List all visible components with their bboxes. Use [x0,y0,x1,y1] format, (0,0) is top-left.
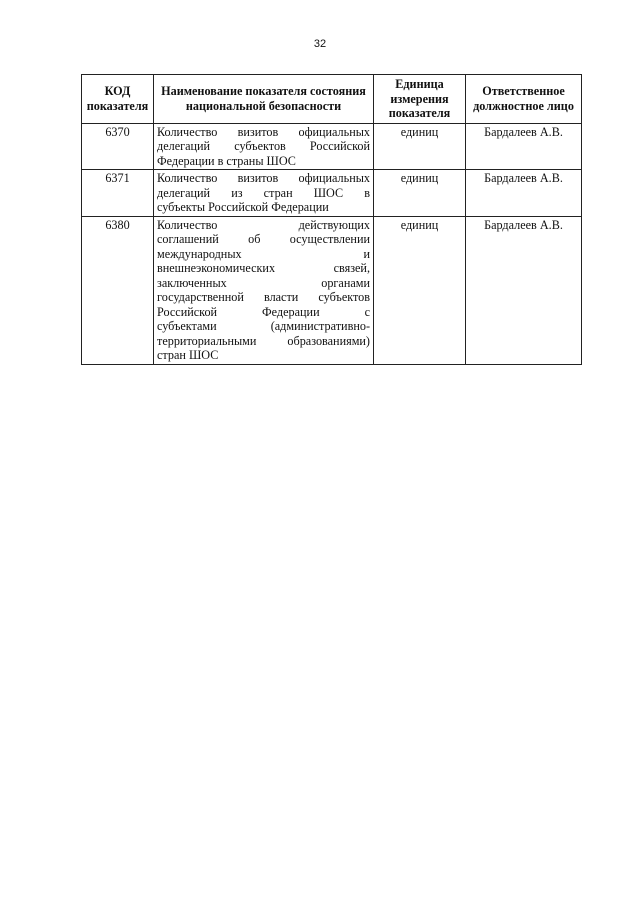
row-name-line: Количество действующих [157,217,370,232]
table-row [82,216,582,364]
row-name-line: субъекты Российской Федерации [157,200,329,214]
row-unit: единиц [374,216,466,364]
row-name-line: Количество визитов официальных [157,124,370,139]
header-code: КОД показателя [82,75,154,124]
row-name-line: стран ШОС [157,348,219,362]
table-row [82,123,582,170]
table-header-row [82,75,582,124]
table-row [82,170,582,217]
header-responsible: Ответственное должностное лицо [466,75,582,124]
row-name-line: Количество визитов официальных [157,171,370,185]
row-name-line: делегаций из стран ШОС в [157,185,370,200]
row-name-line: территориальными образованиями) [157,333,370,348]
row-code: 6380 [82,216,154,364]
page-number: 32 [313,38,327,50]
row-name [154,170,374,217]
row-name-line: государственной власти субъектов [157,290,370,304]
row-code: 6370 [82,123,154,170]
header-unit: Единица измерения показателя [374,75,466,124]
row-responsible: Бардалеев А.В. [466,123,582,170]
row-code: 6371 [82,170,154,217]
row-name-line: Федерации в страны ШОС [157,153,296,168]
row-responsible: Бардалеев А.В. [466,216,582,364]
row-name-line: международных и [157,246,370,261]
row-name [154,216,374,364]
row-responsible: Бардалеев А.В. [466,170,582,217]
row-unit: единиц [374,170,466,217]
indicators-table [81,74,582,365]
row-name-line: Российской Федерации с [157,304,370,319]
header-name: Наименование показателя состояния национальной безопасности [154,75,374,124]
row-name [154,123,374,170]
row-unit: единиц [374,123,466,170]
row-name-line: заключенных органами [157,275,370,290]
row-name-line: делегаций субъектов Российской [157,139,370,153]
row-name-line: соглашений об осуществлении [157,232,370,246]
row-name-line: субъектами (административно- [157,319,370,333]
row-name-line: внешнеэкономических связей, [157,261,370,275]
